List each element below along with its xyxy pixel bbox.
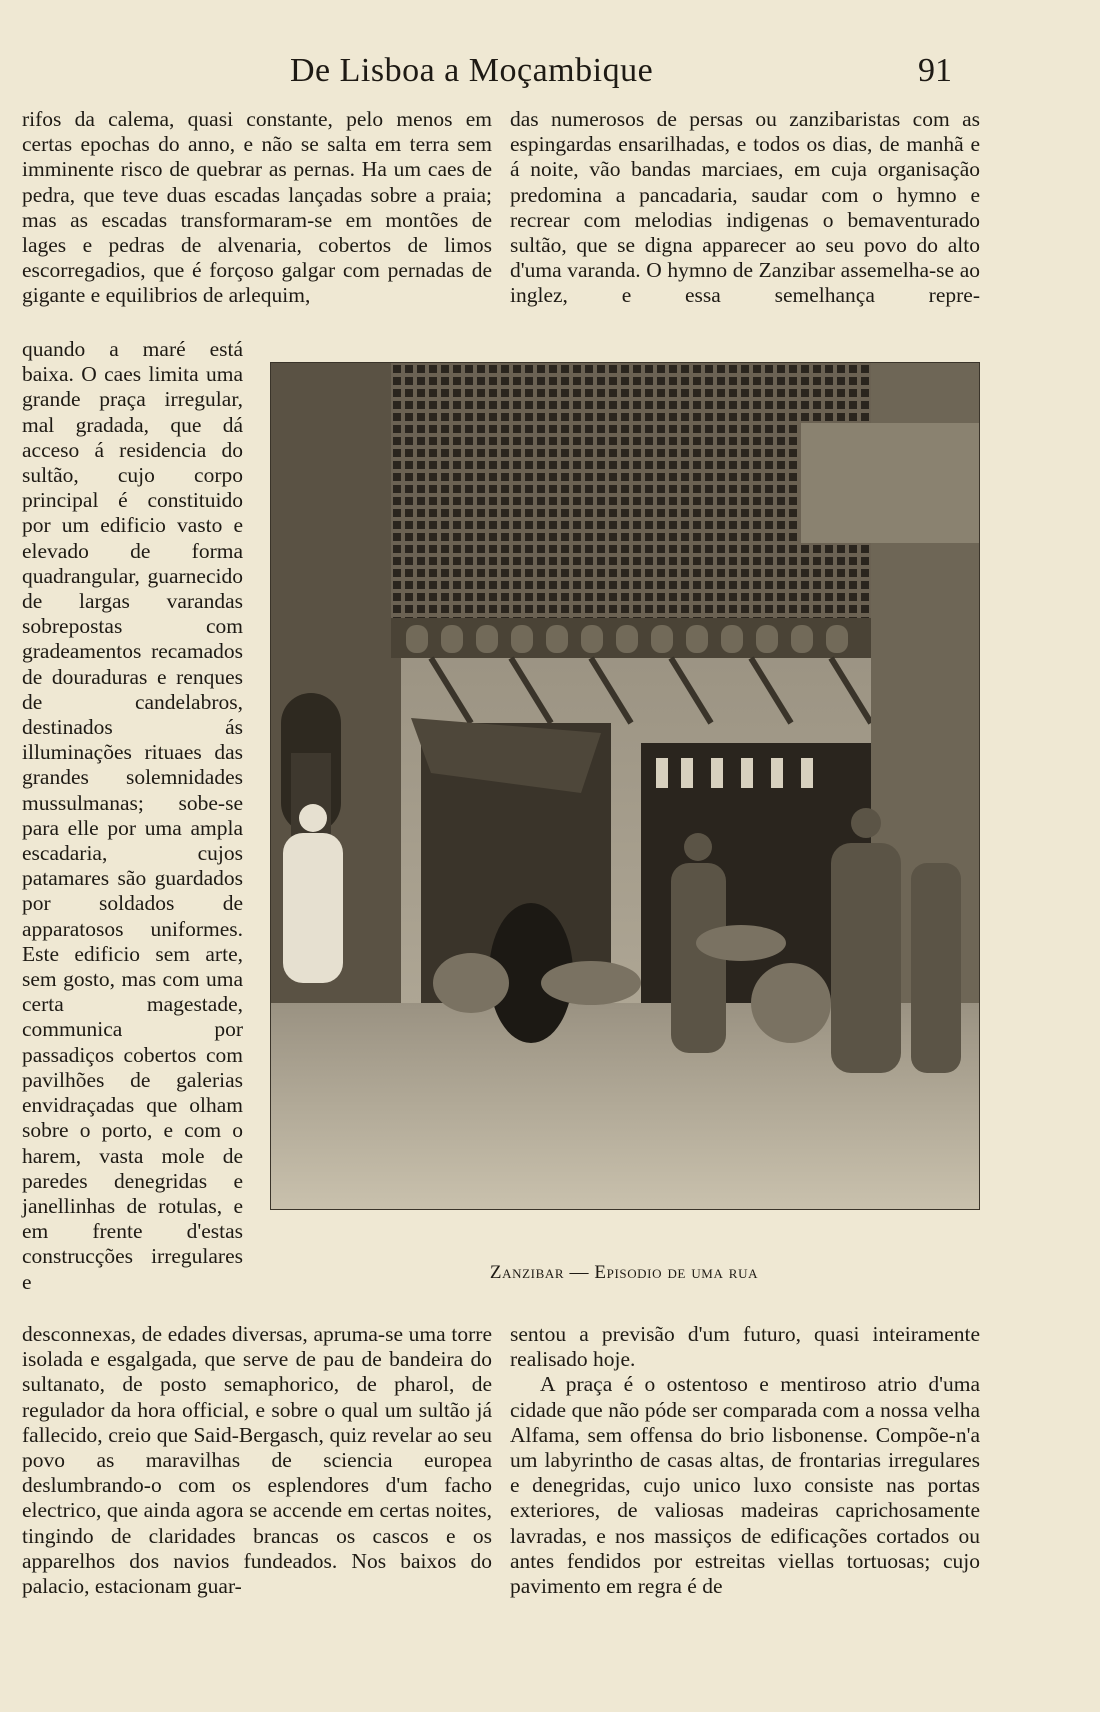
page-number: 91 — [918, 52, 952, 89]
running-title: De Lisboa a Moçambique — [290, 52, 654, 89]
right-column-bottom-text — [510, 1322, 980, 1599]
paragraph: rifos da calema, quasi constante, pelo menos em certas epochas do anno, e não se salta em terra sem imminente risco de quebrar as pernas. Ha um caes de pedra, que teve duas escadas lançadas sobre a praia; mas as escadas transformaram-se em montões de lages e pedras de alvenaria, cobertos de limos escorregadios, que é forçoso galgar com pernadas de gigante e equilibrios de arlequim, — [22, 107, 492, 308]
right-column-top-text — [510, 107, 980, 309]
paragraph: quando a maré está baixa. O caes limita uma grande praça irregular, mal gradada, que dá acceso á residencia do sultão, cujo corpo principal é constituido por um edificio vasto e elevado de forma quadrangular, guarnecido de largas varandas sobrepostas com gradeamentos recamados de douraduras e renques de candelabros, destinados ás illuminações rituaes das grandes solemnidades mussulmanas; sobe-se para elle por uma ampla escadaria, cujos patamares são guardados por soldados de apparatosos uniformes. Este edificio sem arte, sem gosto, mas com uma certa magestade, communica por passadiços cobertos com pavilhões de galerias envidraçadas que olham sobre o porto, e com o harem, vasta mole de paredes denegridas e janellinhas de rotulas, e em frente d'estas construcções irregulares e — [22, 337, 243, 1294]
street-scene-illustration — [270, 362, 980, 1210]
left-column-narrow-text — [22, 337, 243, 1295]
left-column-bottom-text — [22, 1322, 492, 1599]
page-header — [0, 52, 1100, 102]
paragraph: das numerosos de persas ou zanzibaristas com as espingardas ensarilhadas, e todos os dias, de manhã e á noite, vão bandas marciaes, em cuja organisação predomina a pancadaria, saudar com o hymno e recrear com melodias indigenas o bemaventurado sultão, que se digna apparecer ao seu povo do alto d'uma varanda. O hymno de Zanzibar assemelha-se ao inglez, e essa semelhança repre- — [510, 107, 980, 308]
paragraph: A praça é o ostentoso e mentiroso atrio d'uma cidade que não póde ser comparada com a nossa velha Alfama, sem offensa do brio lisbonense. Compõe-n'a um labyrintho de casas altas, de frontarias irregulares e denegridas, cujo unico luxo consiste nas portas exteriores, de valiosas madeiras caprichosamente lavradas, e nos massiços de edificações cortados ou antes fendidos por estreitas viellas tortuosas; cujo pavimento em regra é de — [510, 1372, 980, 1599]
engraving-image — [271, 363, 979, 1209]
left-column-top-text — [22, 107, 492, 309]
paragraph: desconnexas, de edades diversas, apruma-se uma torre isolada e esgalgada, que serve de pau de bandeira do sultanato, de posto semaphorico, de pharol, de regulador da hora official, e sobre o qual um sultão já fallecido, creio que Said-Bergasch, quiz revelar ao seu povo as maravilhas de sciencia europea deslumbrando-o com os esplendores d'um facho electrico, que ainda agora se accende em certas noites, tingindo de claridades brancas os cascos e os apparelhos dos navios fundeados. Nos baixos do palacio, estacionam guar- — [22, 1322, 492, 1599]
paragraph: sentou a previsão d'um futuro, quasi inteiramente realisado hoje. — [510, 1322, 980, 1372]
figure-caption: Zanzibar — Episodio de uma rua — [489, 1262, 759, 1283]
